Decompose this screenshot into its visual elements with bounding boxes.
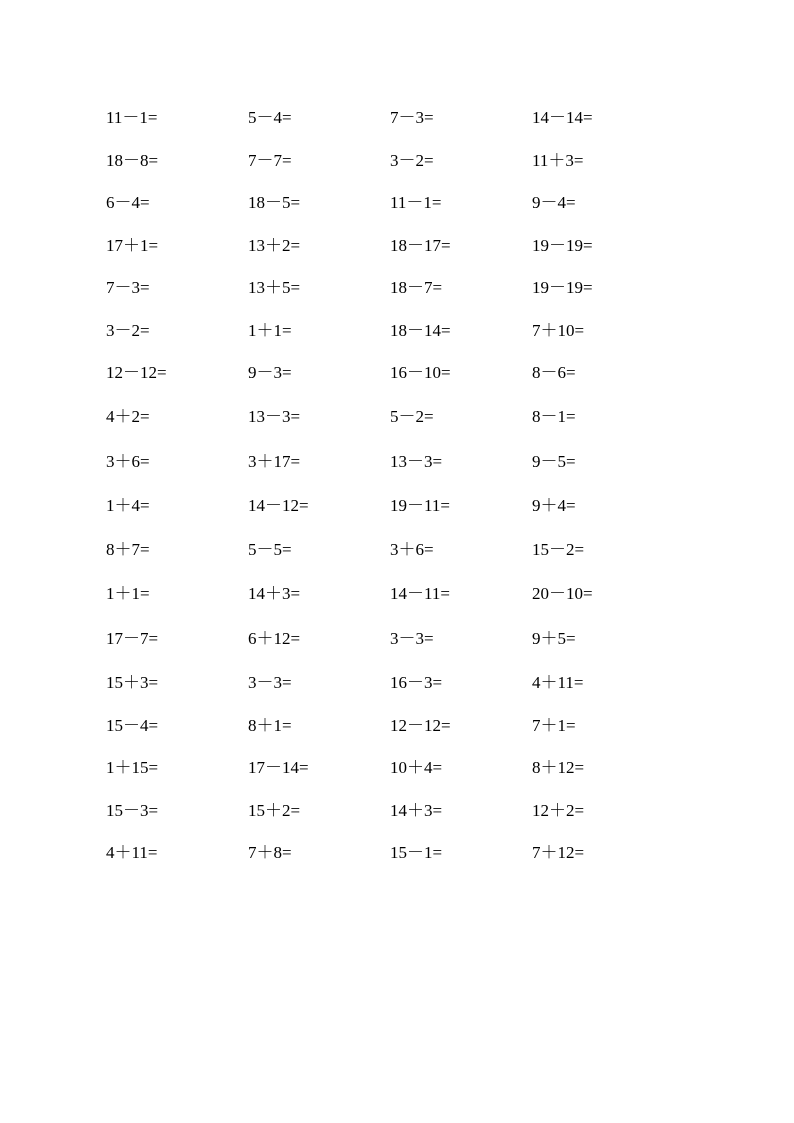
math-problem: 15＋3= <box>106 673 159 693</box>
math-problem: 18－7= <box>390 278 443 297</box>
math-problem: 19－11= <box>390 495 450 515</box>
math-problem: 6＋12= <box>248 628 301 648</box>
problem-row <box>106 797 706 840</box>
math-problem: 8－6= <box>532 363 576 382</box>
math-problem: 9＋4= <box>532 495 576 515</box>
arithmetic-worksheet <box>106 104 706 882</box>
math-problem: 3－2= <box>106 320 150 340</box>
math-problem: 15－2= <box>532 540 585 560</box>
math-problem: 1＋15= <box>106 758 159 778</box>
problem-row <box>106 274 706 317</box>
math-problem: 7＋8= <box>248 843 292 863</box>
math-problem: 12＋2= <box>532 800 585 820</box>
math-problem: 11＋3= <box>532 150 584 170</box>
problem-row <box>106 712 706 755</box>
math-problem: 12－12= <box>106 363 167 382</box>
math-problem: 15－4= <box>106 715 159 735</box>
math-problem: 9－3= <box>248 363 292 382</box>
math-problem: 17－7= <box>106 628 159 648</box>
math-problem: 15－3= <box>106 800 159 820</box>
math-problem: 4＋2= <box>106 407 150 427</box>
math-problem: 1＋1= <box>106 584 150 604</box>
math-problem: 18－8= <box>106 150 159 170</box>
problem-row <box>106 754 706 797</box>
math-problem: 13－3= <box>248 407 301 427</box>
math-problem: 8＋12= <box>532 758 585 778</box>
math-problem: 3＋17= <box>248 451 301 471</box>
problem-row <box>106 232 706 275</box>
problem-row <box>106 669 706 712</box>
math-problem: 17＋1= <box>106 235 159 255</box>
math-problem: 13－3= <box>390 451 443 471</box>
math-problem: 10＋4= <box>390 758 443 778</box>
math-problem: 13＋5= <box>248 278 301 297</box>
math-problem: 5－5= <box>248 540 292 560</box>
math-problem: 14－11= <box>390 584 450 604</box>
math-problem: 3＋6= <box>106 451 150 471</box>
problem-row <box>106 403 706 447</box>
math-problem: 7－3= <box>390 108 434 127</box>
problem-row <box>106 839 706 882</box>
math-problem: 19－19= <box>532 235 593 255</box>
math-problem: 11－1= <box>106 108 158 127</box>
math-problem: 18－17= <box>390 235 451 255</box>
math-problem: 14＋3= <box>390 800 443 820</box>
problem-row <box>106 359 706 403</box>
math-problem: 7＋10= <box>532 320 585 340</box>
math-problem: 17－14= <box>248 758 309 778</box>
problem-row <box>106 448 706 492</box>
math-problem: 3＋6= <box>390 540 434 560</box>
math-problem: 1＋1= <box>248 320 292 340</box>
math-problem: 16－3= <box>390 673 443 693</box>
math-problem: 8＋1= <box>248 715 292 735</box>
math-problem: 15＋2= <box>248 800 301 820</box>
math-problem: 4＋11= <box>106 843 158 863</box>
math-problem: 16－10= <box>390 363 451 382</box>
math-problem: 14－12= <box>248 495 309 515</box>
math-problem: 11－1= <box>390 193 442 212</box>
math-problem: 8＋7= <box>106 540 150 560</box>
problem-row <box>106 189 706 232</box>
math-problem: 14＋3= <box>248 584 301 604</box>
math-problem: 18－5= <box>248 193 301 212</box>
math-problem: 14－14= <box>532 108 593 127</box>
math-problem: 3－3= <box>248 673 292 693</box>
math-problem: 12－12= <box>390 715 451 735</box>
problem-row <box>106 317 706 360</box>
math-problem: 5－2= <box>390 407 434 427</box>
math-problem: 18－14= <box>390 320 451 340</box>
math-problem: 9＋5= <box>532 628 576 648</box>
problem-row <box>106 492 706 536</box>
math-problem: 15－1= <box>390 843 443 863</box>
problem-row <box>106 147 706 190</box>
math-problem: 9－4= <box>532 193 576 212</box>
math-problem: 6－4= <box>106 193 150 212</box>
math-problem: 1＋4= <box>106 495 150 515</box>
math-problem: 7－7= <box>248 150 292 170</box>
math-problem: 8－1= <box>532 407 576 427</box>
math-problem: 4＋11= <box>532 673 584 693</box>
math-problem: 19－19= <box>532 278 593 297</box>
math-problem: 3－3= <box>390 628 434 648</box>
math-problem: 7＋12= <box>532 843 585 863</box>
math-problem: 3－2= <box>390 150 434 170</box>
math-problem: 9－5= <box>532 451 576 471</box>
math-problem: 5－4= <box>248 108 292 127</box>
problem-row <box>106 580 706 624</box>
problem-row <box>106 536 706 580</box>
math-problem: 13＋2= <box>248 235 301 255</box>
problem-row <box>106 625 706 669</box>
math-problem: 20－10= <box>532 584 593 604</box>
math-problem: 7＋1= <box>532 715 576 735</box>
problem-row <box>106 104 706 147</box>
math-problem: 7－3= <box>106 278 150 297</box>
